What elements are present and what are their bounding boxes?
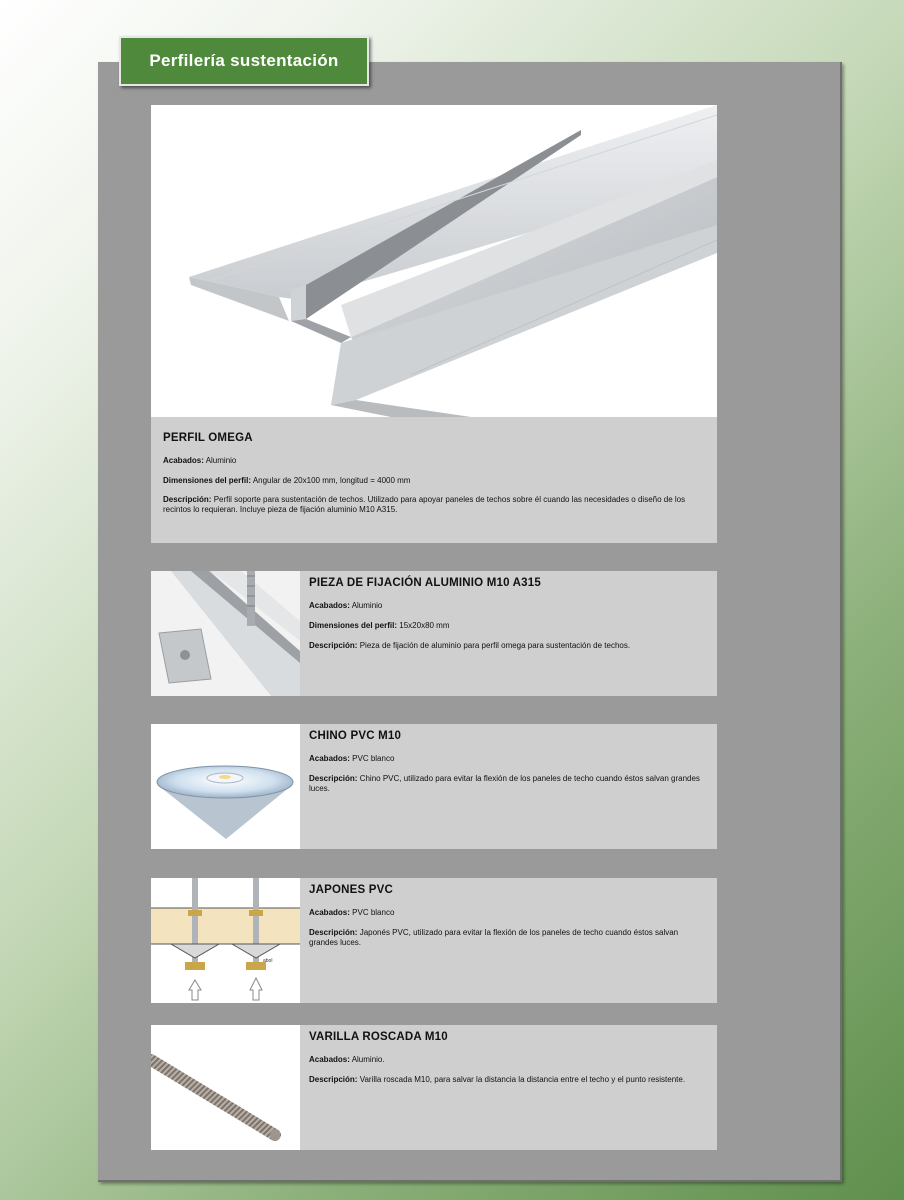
product-card-chino-pvc xyxy=(151,724,717,849)
product-dimensiones: Dimensiones del perfil: Angular de 20x100 mm, longitud = 4000 mm xyxy=(163,476,411,485)
product-name: CHINO PVC M10 xyxy=(309,730,402,742)
product-descripcion: Descripción: Japonés PVC, utilizado para evitar la flexión de los paneles de techo cuando éstos salvan grandes luces. xyxy=(309,928,679,947)
product-dimensiones: Dimensiones del perfil: 15x20x80 mm xyxy=(309,621,450,630)
product-descripcion: Descripción: Perfil soporte para sustentación de techos. Utilizado para apoyar paneles de techos sobre él cuando las necesidades o diseño de los recintos lo requieran. Incluye pieza de fijación aluminio M10 A315. xyxy=(163,495,686,514)
product-card-japones-pvc xyxy=(151,878,717,1003)
product-acabados: Acabados: Aluminio xyxy=(163,456,237,465)
product-acabados: Acabados: Aluminio. xyxy=(309,1055,385,1064)
japones-pvc-image xyxy=(151,878,300,1003)
page-title: Perfilería sustentación xyxy=(119,36,369,86)
product-card-varilla-roscada xyxy=(151,1025,717,1150)
product-name: PIEZA DE FIJACIÓN ALUMINIO M10 A315 xyxy=(309,577,541,589)
product-name: PERFIL OMEGA xyxy=(163,432,253,444)
product-descripcion: Descripción: Chino PVC, utilizado para evitar la flexión de los paneles de techo cuando éstos salvan grandes luces. xyxy=(309,774,700,793)
perfil-omega-image xyxy=(151,105,717,417)
image-label: abol xyxy=(263,958,273,964)
product-name: JAPONES PVC xyxy=(309,884,394,896)
product-card-pieza-fijacion xyxy=(151,571,717,696)
product-card-perfil-omega xyxy=(151,105,717,543)
varilla-roscada-image xyxy=(151,1025,300,1150)
pieza-fijacion-image xyxy=(151,571,300,696)
product-name: VARILLA ROSCADA M10 xyxy=(309,1031,448,1043)
product-acabados: Acabados: PVC blanco xyxy=(309,908,395,917)
chino-pvc-image xyxy=(151,724,300,849)
product-acabados: Acabados: PVC blanco xyxy=(309,754,395,763)
product-descripcion: Descripción: Pieza de fijación de aluminio para perfil omega para sustentación de techos. xyxy=(309,641,631,650)
product-acabados: Acabados: Aluminio xyxy=(309,601,383,610)
product-descripcion: Descripción: Varilla roscada M10, para salvar la distancia la distancia entre el techo y el punto resistente. xyxy=(309,1075,686,1084)
